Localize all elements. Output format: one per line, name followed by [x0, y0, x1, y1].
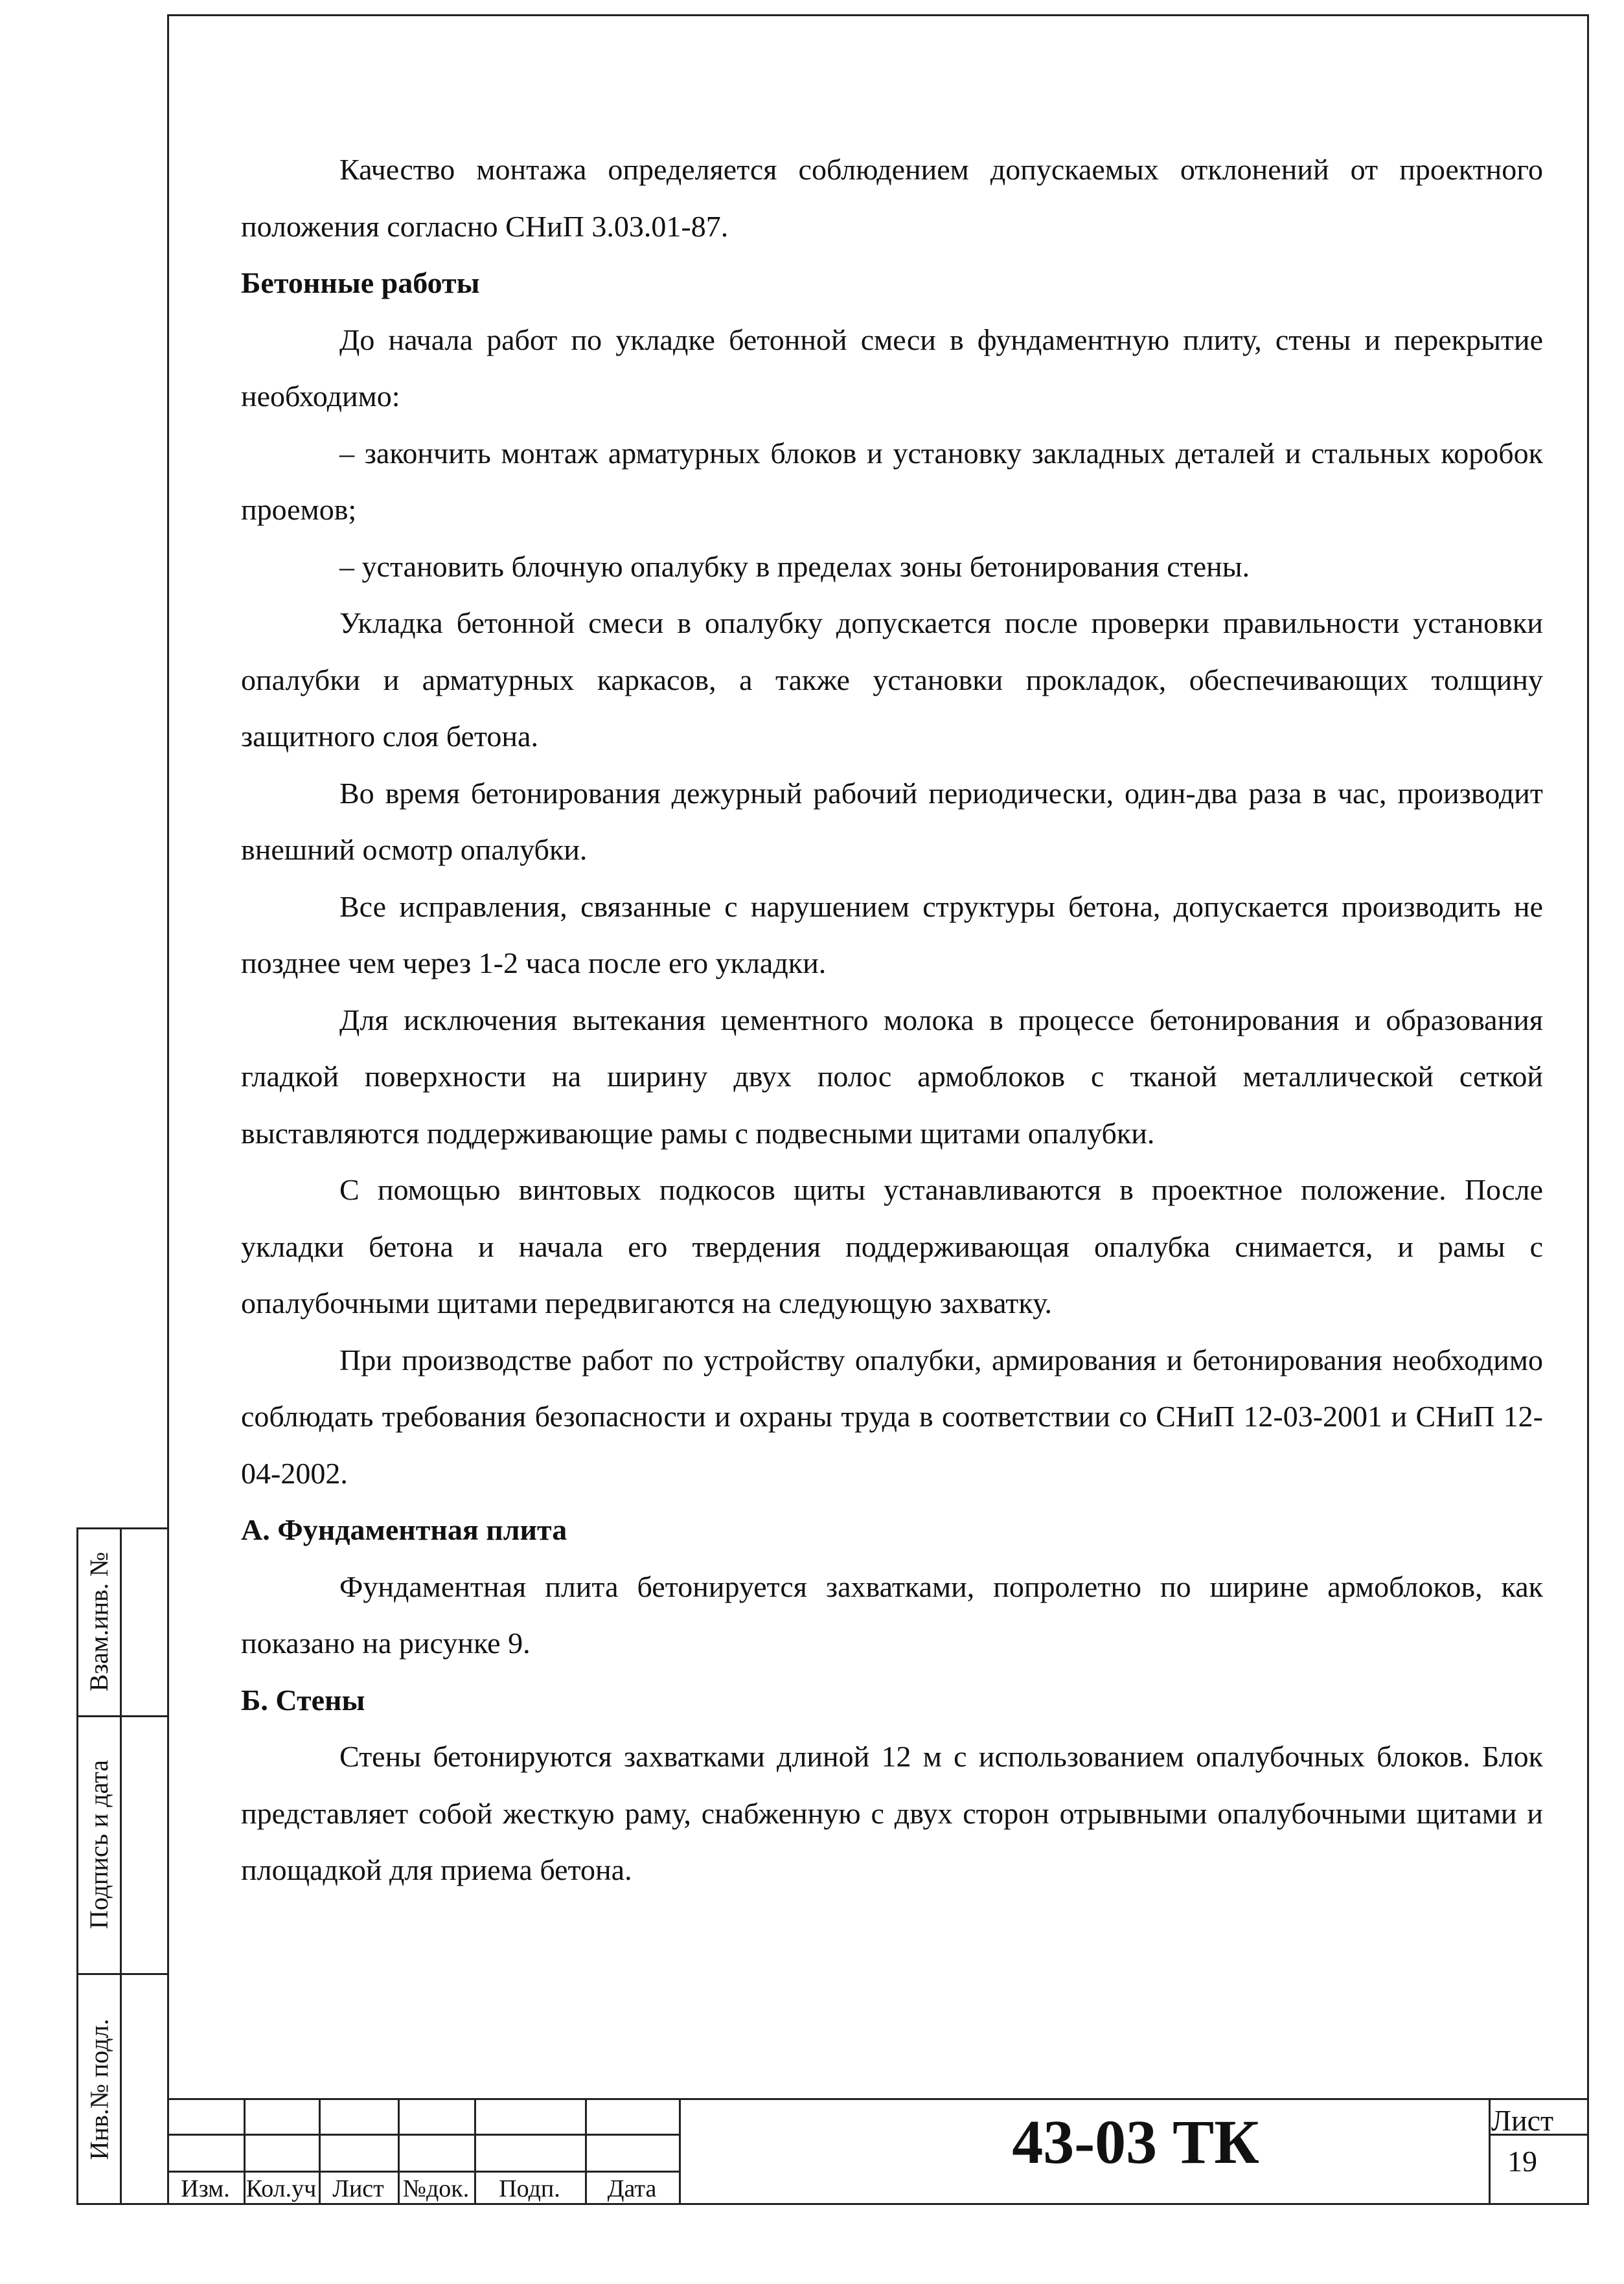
side-stamp: [76, 1527, 167, 2205]
col-data: Дата: [607, 2175, 657, 2202]
sheet-number: 19: [1507, 2145, 1537, 2178]
paragraph: Укладка бетонной смеси в опалубку допускается после проверки правильности установки опалубки и арматурных каркасов, а также установки прокладок, обеспечивающих толщину защитного слоя бетона.: [241, 606, 1543, 753]
paragraph: Для исключения вытекания цементного молока в процессе бетонирования и образования гладкой поверхности на ширину двух полос армоблоков с тканой металлической сеткой выставляются поддерживающие рамы с подвесными щитами опалубки.: [241, 1003, 1543, 1150]
sheet-label: Лист: [1491, 2104, 1554, 2137]
document-body: [241, 141, 1543, 1899]
paragraph: Фундаментная плита бетонируется захватками, попролетно по ширине армоблоков, как показано на рисунке 9.: [241, 1570, 1543, 1660]
col-ndok: №док.: [402, 2175, 470, 2202]
col-kol-uch: Кол.уч: [246, 2175, 317, 2202]
paragraph: Качество монтажа определяется соблюдением допускаемых отклонений от проектного положения согласно СНиП 3.03.01-87.: [241, 153, 1543, 243]
side-stamp-cell: [76, 1715, 122, 1973]
paragraph: Во время бетонирования дежурный рабочий периодически, один-два раза в час, производит внешний осмотр опалубки.: [241, 776, 1543, 866]
list-item: – закончить монтаж арматурных блоков и установку закладных деталей и стальных коробок проемов;: [241, 436, 1543, 526]
side-stamp-value-column: [120, 1527, 167, 2205]
section-heading: А. Фундаментная плита: [241, 1513, 567, 1546]
side-stamp-cell: [76, 1973, 122, 2205]
side-stamp-cell: [76, 1527, 122, 1715]
document-code: 43-03 ТК: [1012, 2107, 1259, 2176]
paragraph: При производстве работ по устройству опалубки, армирования и бетонирования необходимо соблюдать требования безопасности и охраны труда в соответствии со СНиП 12-03-2001 и СНиП 12-04-2002.: [241, 1343, 1543, 1490]
title-block: [167, 2098, 1589, 2205]
col-izm: Изм.: [181, 2175, 230, 2202]
paragraph: С помощью винтовых подкосов щиты устанавливаются в проектное положение. После укладки бетона и начала его твердения поддерживающая опалубка снимается, и рамы с опалубочными щитами передвигаются на следующую захватку.: [241, 1173, 1543, 1319]
title-block-top-line: [167, 2098, 1589, 2100]
section-heading: Б. Стены: [241, 1683, 365, 1717]
paragraph: Все исправления, связанные с нарушением структуры бетона, допускается производить не позднее чем через 1-2 часа после его укладки.: [241, 889, 1543, 979]
side-stamp-zam-inv: Взам.инв. №: [84, 1551, 114, 1691]
paragraph: Стены бетонируются захватками длиной 12 м с использованием опалубочных блоков. Блок представляет собой жесткую раму, снабженную с двух сторон отрывными опалубочными щитами и площадкой для приема бетона.: [241, 1740, 1543, 1886]
col-list: Лист: [332, 2175, 384, 2202]
col-podp: Подп.: [499, 2175, 560, 2202]
paragraph: До начала работ по укладке бетонной смеси в фундаментную плиту, стены и перекрытие необходимо:: [241, 323, 1543, 413]
title-block-col-line: [679, 2098, 681, 2205]
section-heading: Бетонные работы: [241, 266, 480, 299]
side-stamp-podpis-data: Подпись и дата: [84, 1759, 114, 1929]
list-item: – установить блочную опалубку в пределах зоны бетонирования стены.: [339, 549, 1250, 583]
side-stamp-inv-podl: Инв.№ подл.: [84, 2018, 114, 2160]
